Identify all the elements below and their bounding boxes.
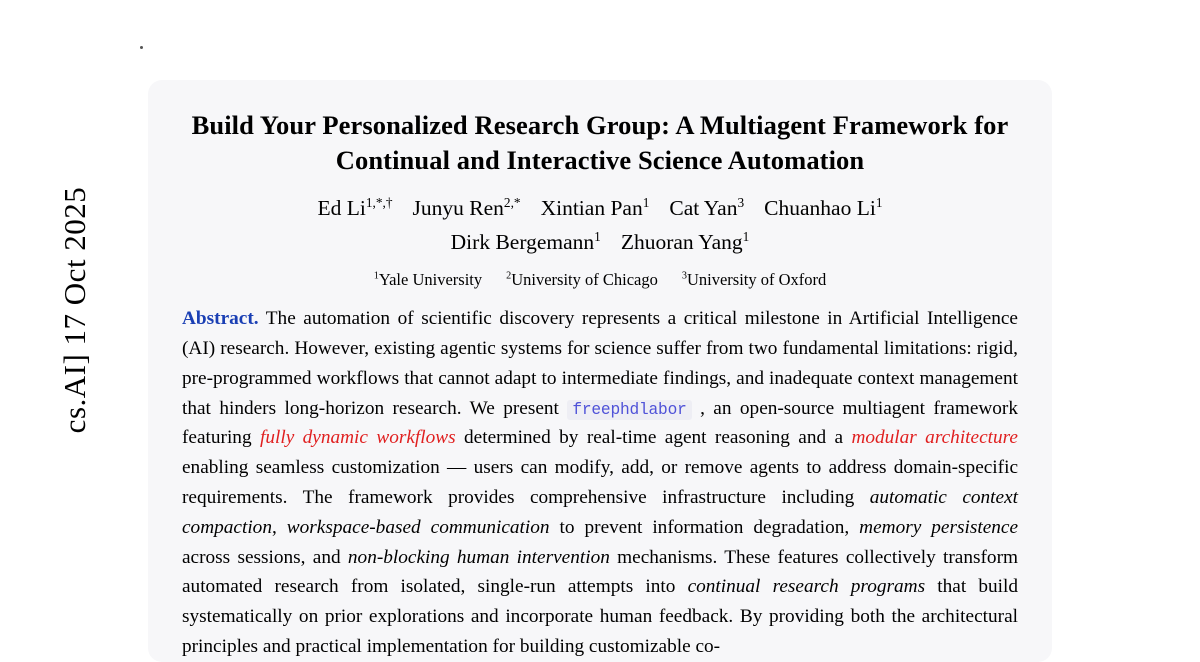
author-affil-marker: 2,* <box>503 195 521 211</box>
abstract-text-8: mechanisms. These features collectively transform automated research from isolated, single-run attempts into <box>182 546 1018 598</box>
affiliation-marker: 2 <box>506 270 512 282</box>
author-affil-marker: 1 <box>594 228 601 244</box>
author-list <box>148 178 1052 259</box>
abstract-text-9: that build systematically on prior explorations and incorporate human feedback. By providing both the architectural principles and practical implementation for building customizable co- <box>182 576 1018 658</box>
page-marker-dot <box>140 46 143 49</box>
framework-name-code: freephdlabor <box>567 400 691 420</box>
affiliation-list <box>148 259 1052 290</box>
author-affil-marker: 1 <box>875 195 883 211</box>
author-name: Xintian Pan <box>540 196 643 221</box>
abstract-text-4: enabling seamless customization — users can modify, add, or remove agents to address domain-specific requirements. The framework provides comprehensive infrastructure including <box>182 457 1018 508</box>
author-entry <box>669 196 744 220</box>
abstract-text-7: across sessions, and <box>182 546 341 568</box>
author-entry <box>621 230 750 254</box>
abstract-emphasis-3: automatic context compaction <box>182 486 1018 538</box>
affiliation-marker: 1 <box>373 270 379 282</box>
author-affil-marker: 1,*,† <box>365 195 393 211</box>
author-entry <box>451 230 601 254</box>
paper-card <box>148 80 1052 662</box>
author-affil-marker: 1 <box>742 228 750 244</box>
author-name: Dirk Bergemann <box>450 229 595 254</box>
author-entry <box>318 196 393 220</box>
abstract-text-6: to prevent information degradation, <box>559 516 850 538</box>
author-entry <box>764 196 882 220</box>
affiliation-name: University of Oxford <box>686 270 827 290</box>
affiliation-entry <box>682 270 826 289</box>
abstract-text-3: determined by real-time agent reasoning and a <box>464 427 844 449</box>
abstract-text-2: , an open-source multiagent framework featuring <box>182 397 1018 449</box>
author-affil-marker: 1 <box>642 195 650 211</box>
abstract-emphasis-2: modular architecture <box>851 427 1018 449</box>
abstract-emphasis-7: continual research programs <box>687 576 926 598</box>
author-name: Chuanhao Li <box>764 196 876 221</box>
author-affil-marker: 3 <box>737 195 745 211</box>
affiliation-entry <box>506 270 658 289</box>
arxiv-stamp-text: cs.AI] 17 Oct 2025 <box>57 186 92 434</box>
author-name: Ed Li <box>317 196 366 221</box>
abstract-text-1: The automation of scientific discovery represents a critical milestone in Artificial Intelligence (AI) research. However, existing agentic systems for science suffer from two fundamental limitations: rigid, pre-programmed workflows that cannot adapt to intermediate findings, and inadequate context management that hinders long-horizon research. We present <box>182 308 1018 419</box>
affiliation-entry <box>374 270 482 289</box>
page-title: Build Your Personalized Research Group: A Multiagent Framework for Continual and Interactive Science Automation <box>191 110 1009 176</box>
abstract-emphasis-5: memory persistence <box>859 516 1019 538</box>
author-name: Junyu Ren <box>412 196 504 221</box>
author-name: Zhuoran Yang <box>620 229 743 254</box>
affiliation-marker: 3 <box>681 270 687 282</box>
author-entry <box>541 196 650 220</box>
author-name: Cat Yan <box>669 196 738 221</box>
affiliation-name: Yale University <box>378 270 483 290</box>
arxiv-vertical-stamp <box>0 0 140 648</box>
affiliation-name: University of Chicago <box>511 270 658 290</box>
abstract-emphasis-4: workspace-based communication <box>286 516 550 538</box>
abstract-text-5: , <box>271 516 277 538</box>
abstract-emphasis-1: fully dynamic workflows <box>259 427 456 449</box>
abstract-paragraph <box>148 290 1052 662</box>
author-entry <box>413 196 521 220</box>
abstract-label: Abstract. <box>182 308 259 330</box>
abstract-emphasis-6: non-blocking human intervention <box>347 546 610 568</box>
